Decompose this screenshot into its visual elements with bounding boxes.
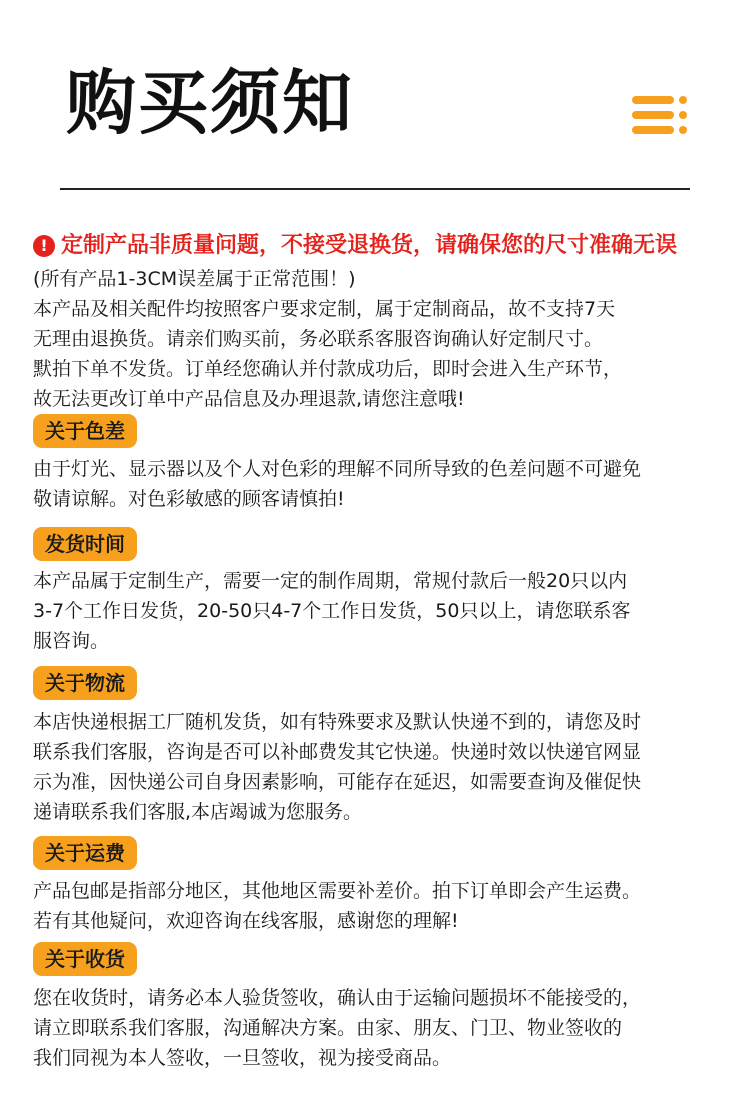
exclamation-circle-icon: ! [33,235,55,257]
section-line: 本产品属于定制生产，需要一定的制作周期，常规付款后一般20只以内 [33,570,628,592]
section-tag-logistics: 关于物流 [33,666,137,700]
section-line: 敬请谅解。对色彩敏感的顾客请慎拍! [33,488,345,510]
notice-body [33,264,723,414]
section-line: 由于灯光、显示器以及个人对色彩的理解不同所导致的色差问题不可避免 [33,458,642,480]
section-line: 示为准，因快递公司自身因素影响，可能存在延迟，如需要查询及催促快 [33,771,642,793]
header [0,0,750,200]
section-body-receiving [33,983,723,1073]
section-line: 产品包邮是指部分地区，其他地区需要补差价。拍下订单即会产生运费。 [33,880,642,902]
section-tag-shipping-time: 发货时间 [33,527,137,561]
warning-text: 定制产品非质量问题，不接受退换货，请确保您的尺寸准确无误 [61,233,678,258]
section-line: 您在收货时，请务必本人验货签收，确认由于运输问题损坏不能接受的， [33,987,642,1009]
section-line: 我们同视为本人签收，一旦签收，视为接受商品。 [33,1047,452,1069]
section-body-shipping-time [33,566,723,656]
section-body-logistics [33,707,723,827]
notice-line: 默拍下单不发货。订单经您确认并付款成功后，即时会进入生产环节， [33,358,623,380]
section-line: 递请联系我们客服,本店竭诚为您服务。 [33,801,363,823]
notice-line: 故无法更改订单中产品信息及办理退款,请您注意哦! [33,388,465,410]
header-divider [60,188,690,190]
section-tag-color-difference: 关于色差 [33,414,137,448]
section-line: 本店快递根据工厂随机发货，如有特殊要求及默认快递不到的，请您及时 [33,711,642,733]
section-line: 联系我们客服，咨询是否可以补邮费发其它快递。快递时效以快递官网显 [33,741,642,763]
section-body-freight [33,876,723,936]
section-tag-freight: 关于运费 [33,836,137,870]
page-title: 购买须知 [66,62,354,144]
notice-line: 无理由退换货。请亲们购买前，务必联系客服咨询确认好定制尺寸。 [33,328,604,350]
menu-lines-icon [630,92,690,138]
section-body-color-difference [33,454,723,514]
section-line: 3-7个工作日发货，20-50只4-7个工作日发货，50只以上，请您联系客 [33,600,631,622]
section-line: 请立即联系我们客服，沟通解决方案。由家、朋友、门卫、物业签收的 [33,1017,623,1039]
section-tag-receiving: 关于收货 [33,942,137,976]
section-line: 服咨询。 [33,630,110,652]
notice-line: 本产品及相关配件均按照客户要求定制，属于定制商品，故不支持7天 [33,298,616,320]
warning-notice [33,232,733,260]
notice-line: (所有产品1-3CM误差属于正常范围！) [33,268,356,290]
section-line: 若有其他疑问，欢迎咨询在线客服，感谢您的理解! [33,910,459,932]
